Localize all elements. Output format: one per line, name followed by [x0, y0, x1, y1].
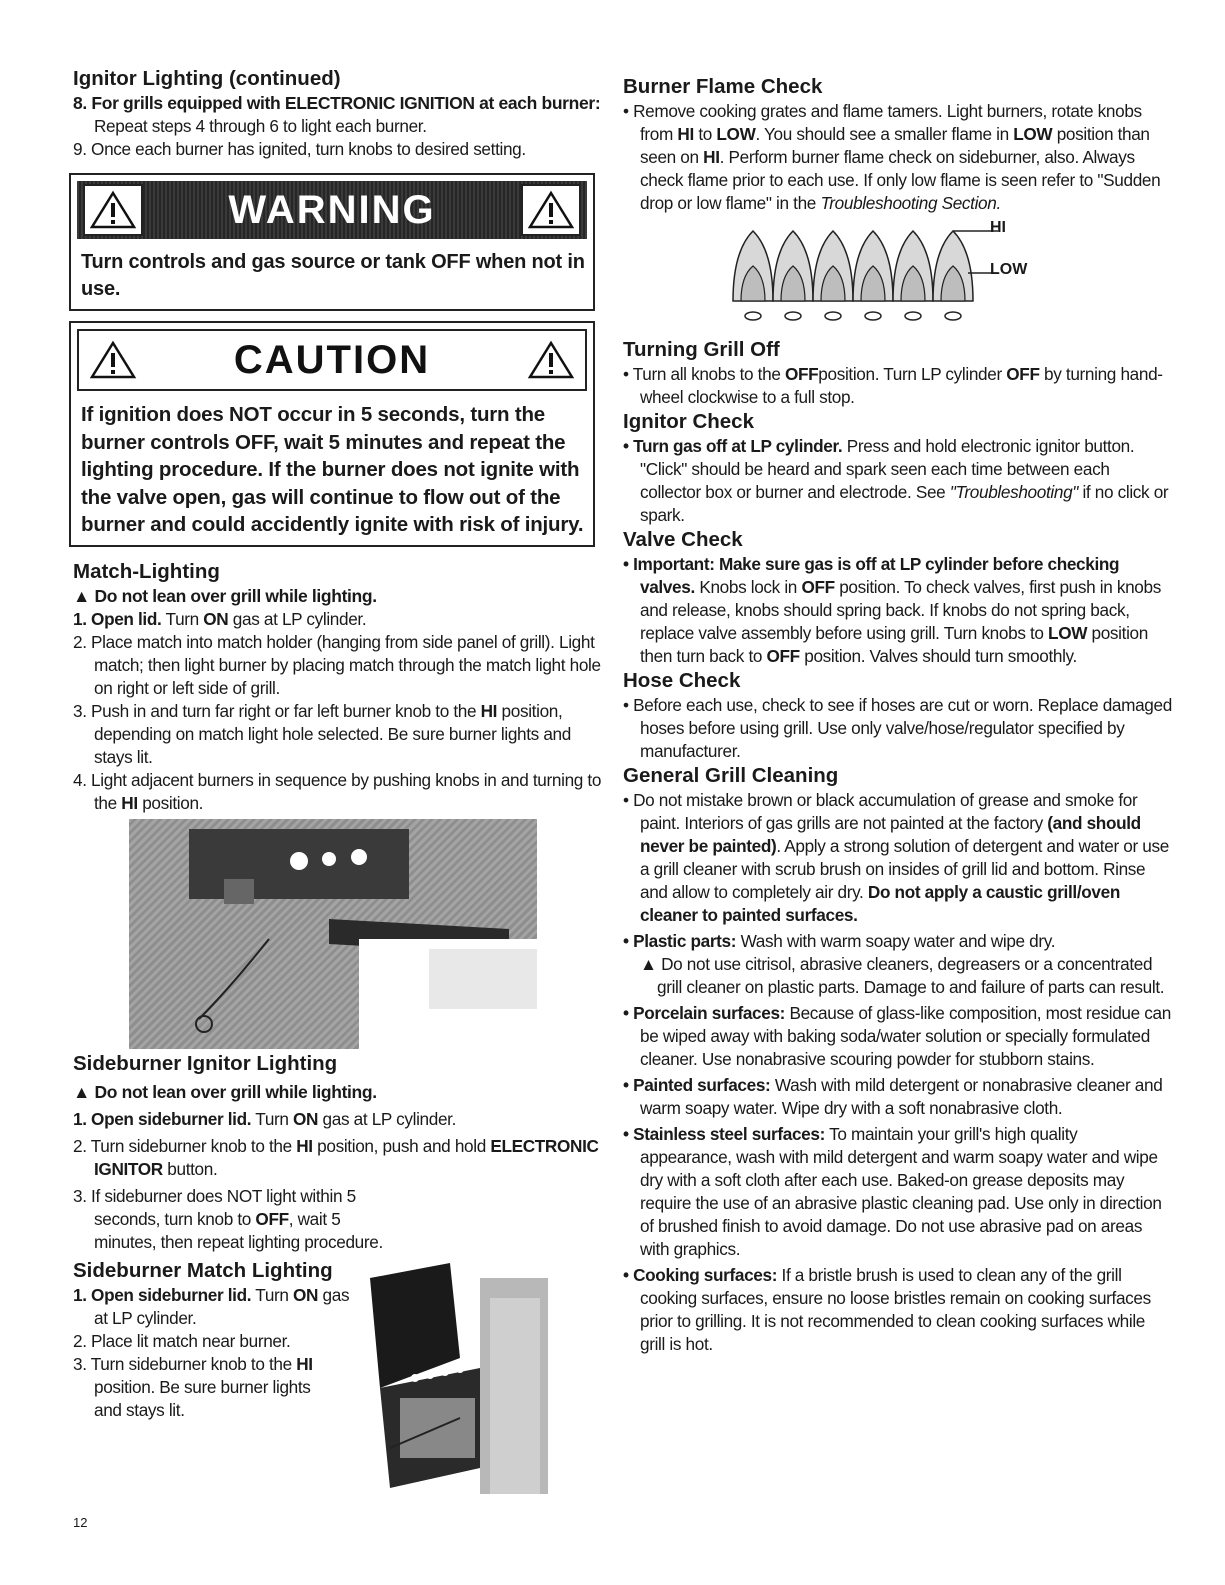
turning-grill-off-heading: Turning Grill Off [623, 338, 780, 361]
caution-text: If ignition does NOT occur in 5 seconds, turn the burner controls OFF, wait 5 minutes and repeat the lighting procedure. If the burner does not ignite with the valve open, gas will continue to flow out of the burner and could accidently ignite with risk of injury. [81, 403, 584, 536]
match-step-1: 1. Open lid. Turn ON gas at LP cylinder. [73, 608, 367, 629]
burner-flame-check-text: • Remove cooking grates and flame tamers. Light burners, rotate knobs from HI to LOW. You should see a smaller flame in LOW position than seen on HI. Perform burner flame check on sideburner, also. Always check flame prior to each use. If only low flame is seen refer to "Sudden drop or low flame" in the Troubleshooting Section. [623, 101, 1161, 213]
sideburner-ignitor-heading: Sideburner Ignitor Lighting [73, 1051, 338, 1075]
caution-triangle-icon [523, 336, 579, 384]
match-warning: ▲ Do not lean over grill while lighting. [73, 585, 377, 606]
step-9: 9. Once each burner has ignited, turn knobs to desired setting. [73, 139, 526, 159]
caution-triangle-icon [85, 336, 141, 384]
flame-low-label: LOW [990, 261, 1028, 278]
match-step-4: 4. Light adjacent burners in sequence by pushing knobs in and turning to the HI position. [73, 769, 602, 813]
step-8-text: Repeat steps 4 through 6 to light each burner. [94, 116, 427, 136]
right-column [623, 66, 1173, 1356]
warning-banner [77, 181, 587, 239]
sideburner-step-1: 1. Open sideburner lid. Turn ON gas at LP cylinder. [73, 1108, 457, 1129]
warning-box [69, 173, 595, 311]
plastic-parts-warning: ▲ Do not use citrisol, abrasive cleaners, degreasers or a concentrated grill cleaner on plastic parts. Damage to and failure of parts can result. [640, 954, 1165, 997]
stainless-surfaces-text: • Stainless steel surfaces: To maintain your grill's high quality appearance, wash with mild detergent and warm soapy water and wipe dry with a soft cloth after each use. Baked-on grease deposits may require the use of an abrasive plastic cleaning pad. Use only in direction of brushed finish to avoid damage. Do not use abrasive pad on areas with graphics. [623, 1124, 1162, 1259]
hose-check-heading: Hose Check [623, 669, 741, 692]
warning-triangle-icon [83, 184, 143, 236]
warning-word: WARNING [228, 187, 436, 232]
sideburner-match-step-3: 3. Turn sideburner knob to the HI position. Be sure burner lights and stays lit. [73, 1353, 313, 1420]
cooking-surfaces-text: • Cooking surfaces: If a bristle brush is used to clean any of the grill cooking surfaces, ensure no loose bristles remain on cooking surfaces prior to grilling. It is not recommended to clean cooking surfaces while grill is hot. [623, 1265, 1151, 1354]
ignitor-continued-heading: Ignitor Lighting (continued) [73, 67, 341, 90]
burner-flame-check-heading: Burner Flame Check [623, 75, 823, 98]
sideburner-step-3: 3. If sideburner does NOT light within 5 seconds, turn knob to OFF, wait 5 minutes, then repeat lighting procedure. [73, 1185, 383, 1252]
flame-diagram [723, 221, 1043, 331]
sideburner-illustration [370, 1258, 548, 1494]
hose-check-text: • Before each use, check to see if hoses are cut or worn. Replace damaged hoses before using grill. Use only valve/hose/regulator specified by manufacturer. [623, 695, 1172, 761]
page-number: 12 [73, 1515, 88, 1530]
valve-check-text: • Important: Make sure gas is off at LP cylinder before checking valves. Knobs lock in OFF position. To check valves, first push in knobs and release, knobs should spring back. If knobs do not spring back, replace valve assembly before using grill. Turn knobs to LOW position then turn back to OFF position. Valves should turn smoothly. [623, 554, 1161, 666]
step-8-heading: 8. For grills equipped with ELECTRONIC IGNITION at each burner: [73, 93, 601, 113]
sideburner-match-step-2: 2. Place lit match near burner. [73, 1330, 291, 1351]
turning-grill-off-text: • Turn all knobs to the OFFposition. Turn LP cylinder OFF by turning hand-wheel clockwise to a full stop. [623, 364, 1163, 407]
caution-box [69, 321, 595, 547]
flame-hi-label: HI [990, 219, 1006, 236]
warning-text: Turn controls and gas source or tank OFF when not in use. [81, 251, 585, 300]
sideburner-match-heading: Sideburner Match Lighting [73, 1258, 333, 1282]
match-lighting-illustration [129, 819, 537, 1049]
left-column [73, 66, 603, 1422]
plastic-parts-text: • Plastic parts: Wash with warm soapy water and wipe dry. [623, 931, 1056, 951]
ignitor-check-heading: Ignitor Check [623, 410, 754, 433]
painted-surfaces-text: • Painted surfaces: Wash with mild detergent or nonabrasive cleaner and warm soapy water. Wipe dry with a soft nonabrasive cloth. [623, 1075, 1163, 1118]
match-lighting-heading: Match-Lighting [73, 559, 220, 583]
ignitor-check-text: • Turn gas off at LP cylinder. Press and hold electronic ignitor button. "Click" should be heard and spark seen each time between each collector box or burner and electrode. See "Troubleshooting" if no click or spark. [623, 436, 1169, 525]
match-step-2: 2. Place match into match holder (hanging from side panel of grill). Light match; then light burner by placing match through the match light hole on right or left side of grill. [73, 631, 601, 698]
match-step-3: 3. Push in and turn far right or far left burner knob to the HI position, depending on match light hole selected. Be sure burner lights and stays lit. [73, 700, 571, 767]
general-cleaning-heading: General Grill Cleaning [623, 764, 839, 787]
general-cleaning-text: • Do not mistake brown or black accumulation of grease and smoke for paint. Interiors of gas grills are not painted at the factory (and should never be painted). Apply a strong solution of detergent and water or use a grill cleaner with scrub brush on insides of grill lid and bottom. Rinse and allow to completely air dry. Do not apply a caustic grill/oven cleaner to painted surfaces. [623, 790, 1169, 925]
porcelain-surfaces-text: • Porcelain surfaces: Because of glass-like composition, most residue can be wiped away with baking soda/water solution or specially formulated cleaner. Use nonabrasive scouring powder for stubborn stains. [623, 1003, 1171, 1069]
caution-word: CAUTION [233, 337, 431, 382]
sideburner-step-2: 2. Turn sideburner knob to the HI position, push and hold ELECTRONIC IGNITOR button. [73, 1135, 599, 1179]
sideburner-match-step-1: 1. Open sideburner lid. Turn ON gas at LP cylinder. [73, 1284, 350, 1328]
sideburner-warning: ▲ Do not lean over grill while lighting. [73, 1081, 377, 1102]
warning-triangle-icon [521, 184, 581, 236]
caution-banner [77, 329, 587, 391]
valve-check-heading: Valve Check [623, 528, 743, 551]
